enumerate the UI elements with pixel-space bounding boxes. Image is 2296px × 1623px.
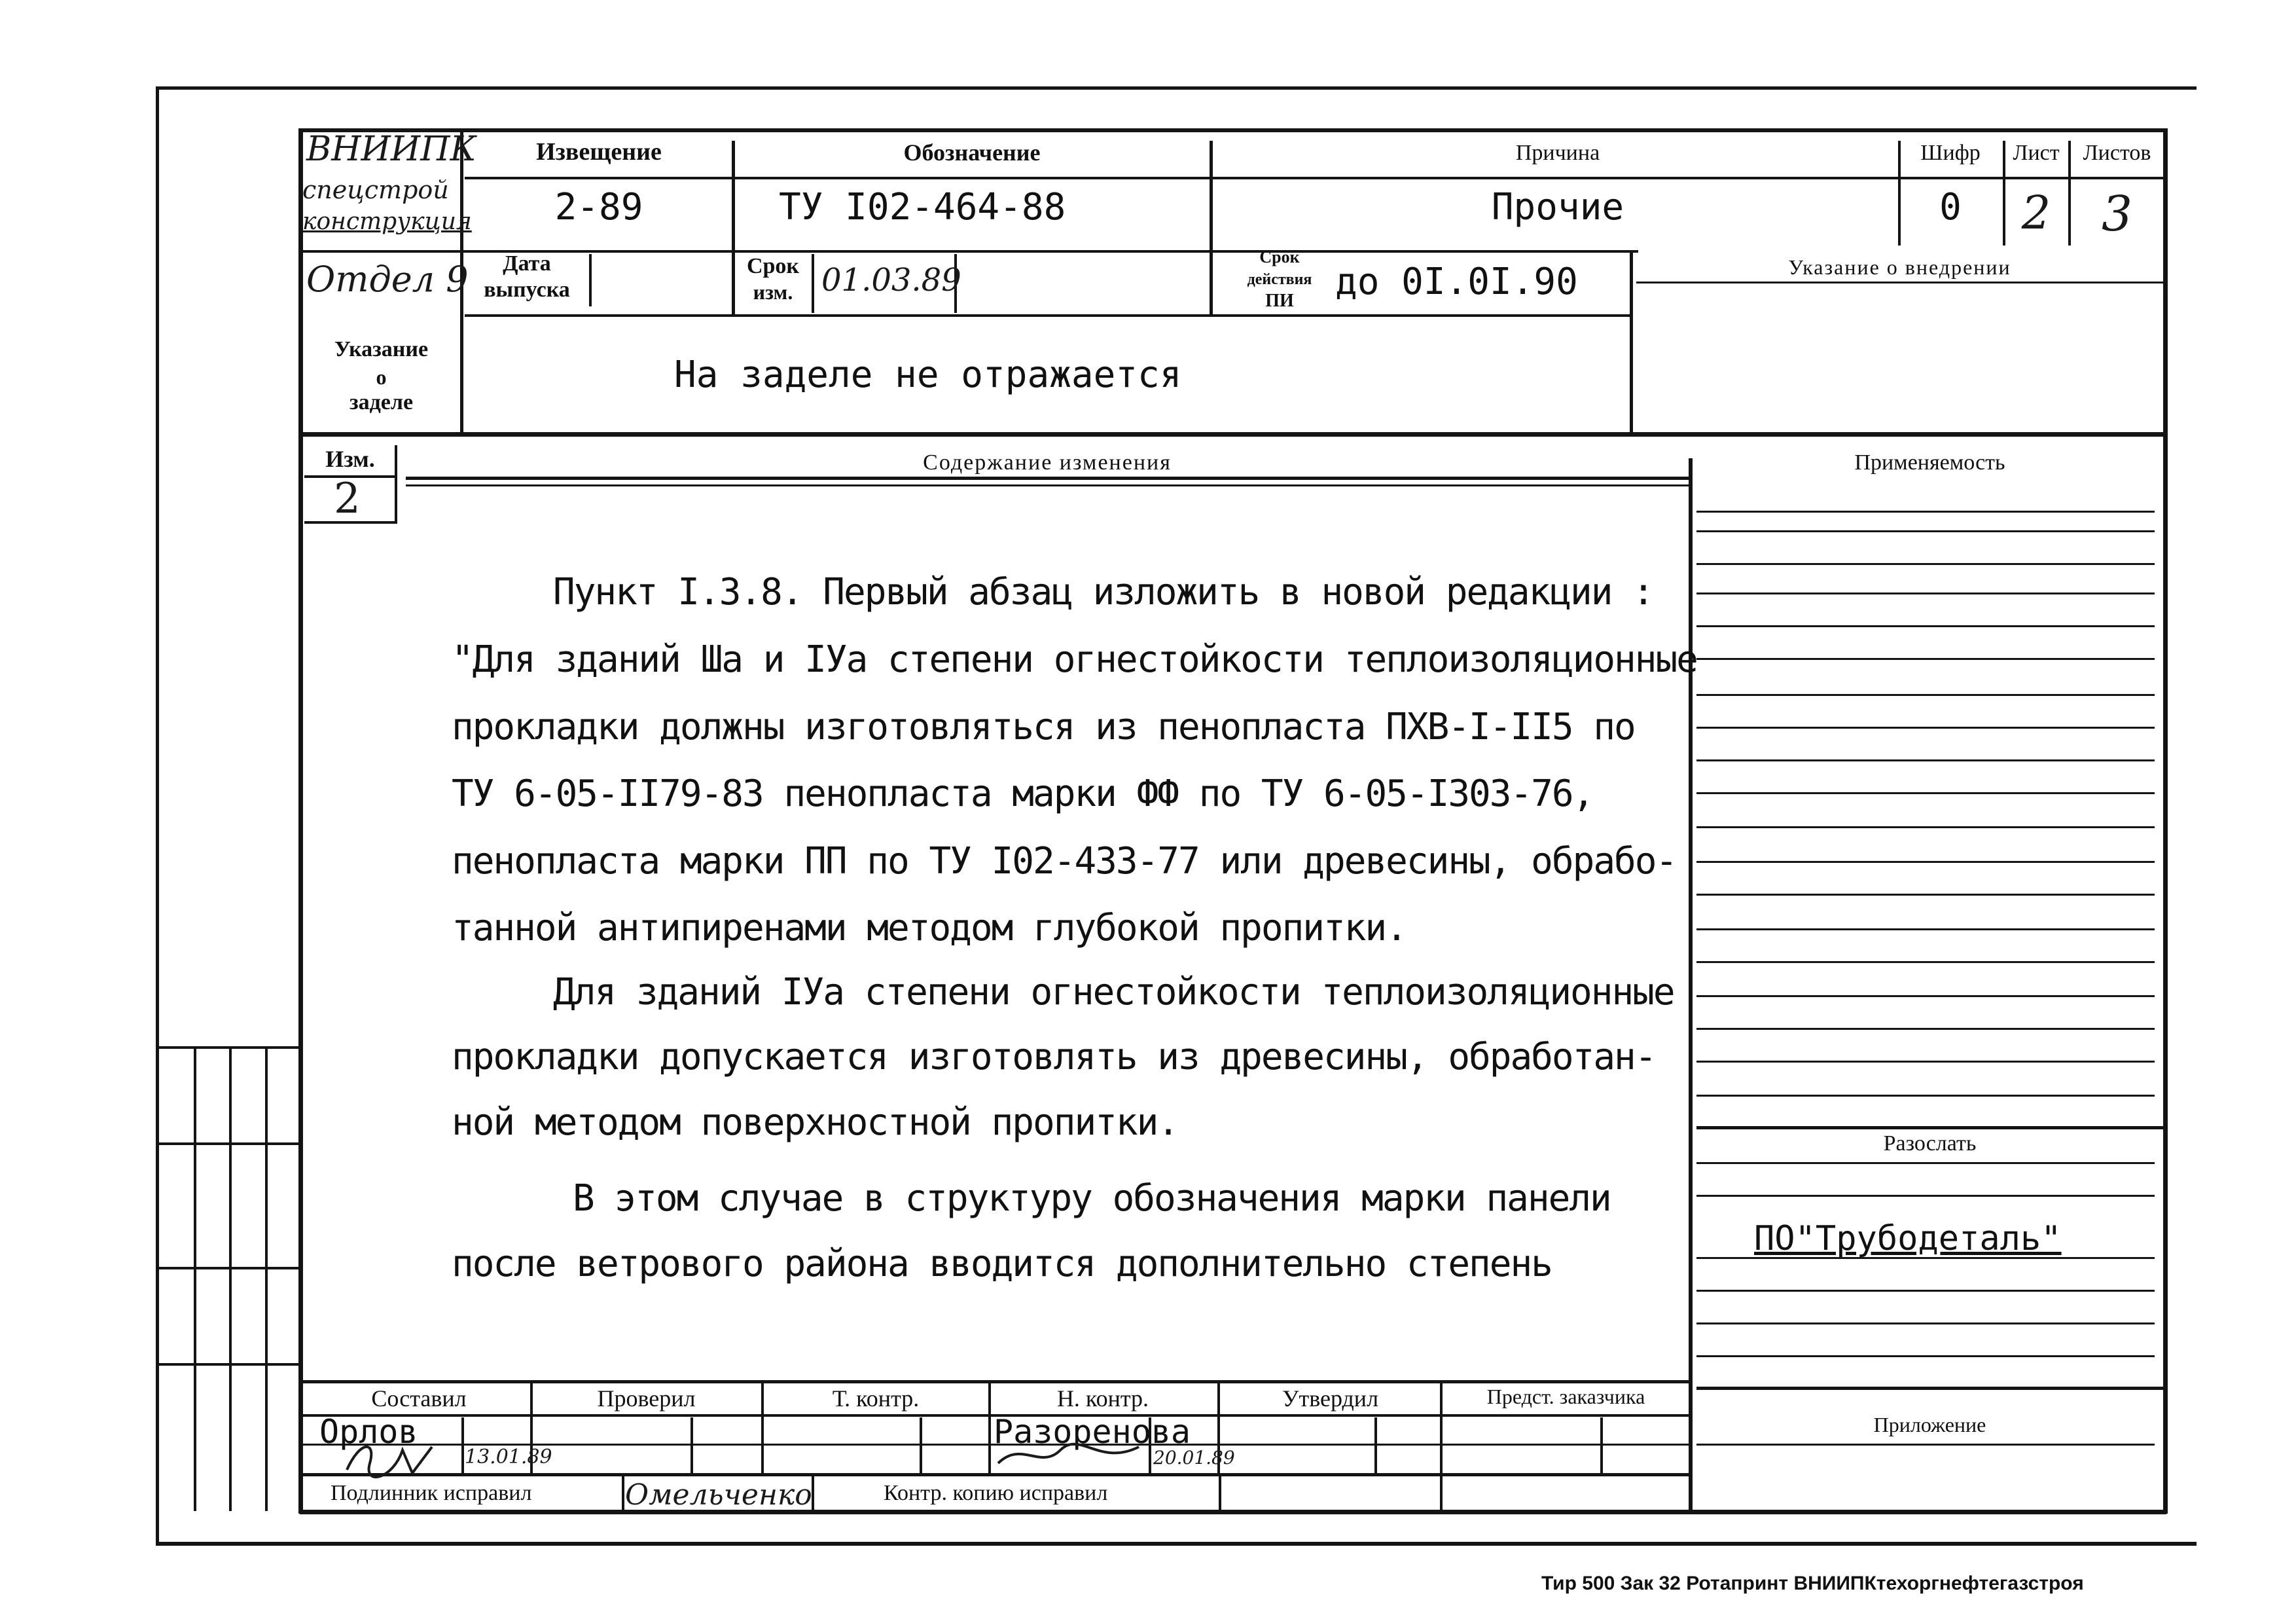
footer-predst: Предст. заказчика xyxy=(1486,1385,1645,1408)
right-panel-line xyxy=(1696,894,2155,896)
izv-label: Извещение xyxy=(536,138,662,166)
org-line-2: спецстрой xyxy=(302,175,449,204)
razoslat-value: ПО"Трубодеталь" xyxy=(1754,1219,2062,1258)
listov-value: 3 xyxy=(2101,186,2133,242)
right-panel-line xyxy=(1696,593,2155,594)
right-panel-line xyxy=(1696,995,2155,997)
right-panel-line xyxy=(1696,1028,2155,1030)
right-panel-line xyxy=(1696,694,2155,696)
footer-vline-short xyxy=(461,1417,464,1473)
sostavil-date: 13.01.89 xyxy=(465,1446,552,1468)
signature-sostavil xyxy=(340,1434,439,1483)
izm-label: Изм. xyxy=(325,446,375,472)
content-line: танной антипиренами методом глубокой пропитки. xyxy=(452,907,1407,949)
zadel-label-3: заделе xyxy=(349,390,414,414)
header-vline xyxy=(1898,141,1901,246)
right-panel-line xyxy=(1696,727,2155,729)
footer-proveril: Проверил xyxy=(597,1385,696,1412)
outer-frame-top xyxy=(156,86,2197,90)
right-panel-line xyxy=(1696,1444,2155,1446)
right-panel-line xyxy=(1696,861,2155,863)
footer-vline-short xyxy=(1600,1417,1603,1473)
razoslat-line xyxy=(1696,1126,2163,1129)
oboz-label: Обозначение xyxy=(903,139,1041,166)
srok-pi-value: до 0I.0I.90 xyxy=(1335,261,1578,303)
side-stub-vline xyxy=(265,1046,268,1511)
prichina-value: Прочие xyxy=(1491,186,1624,228)
oboz-value: ТУ I02-464-88 xyxy=(779,186,1066,228)
side-stub-line xyxy=(156,1046,300,1049)
podlinnik-label: Подлинник исправил xyxy=(331,1481,532,1505)
content-right-line xyxy=(1689,458,1693,1512)
podlinnik-name: Омельченко xyxy=(625,1478,812,1512)
srok-izm-label-2: изм. xyxy=(753,280,793,304)
form-frame-bottom xyxy=(300,1510,2166,1514)
vnedrenie-line xyxy=(1636,282,2163,283)
content-line: ТУ 6-05-II79-83 пенопласта марки ФФ по ТУ 6-05-I303-76, xyxy=(452,773,1594,815)
razoslat-label: Разослать xyxy=(1883,1131,1977,1156)
footer-utverdil: Утвердил xyxy=(1282,1385,1379,1412)
srok-pi-label-3: ПИ xyxy=(1265,291,1294,311)
side-stub-line xyxy=(156,1363,300,1366)
right-panel-line xyxy=(1696,1290,2155,1292)
content-line: Для зданий IУа степени огнестойкости теплоизоляционные xyxy=(553,971,1674,1013)
side-stub-line xyxy=(156,1142,300,1145)
header-vline xyxy=(1210,141,1213,314)
izm-box-right xyxy=(395,445,397,524)
form-frame-right xyxy=(2163,128,2168,1514)
srok-pi-label-1: Срок xyxy=(1259,247,1300,266)
izm-value: 2 xyxy=(334,475,361,523)
content-title-line-2 xyxy=(406,484,1689,486)
right-panel-line xyxy=(1696,1322,2155,1324)
sostavil-name: Орлов xyxy=(319,1413,418,1451)
zadel-label-1: Указание xyxy=(334,337,429,361)
srok-izm-label-1: Срок xyxy=(746,254,800,278)
content-line: "Для зданий Ша и IУа степени огнестойкости теплоизоляционные xyxy=(452,638,1697,681)
footer-n-kontr: Н. контр. xyxy=(1056,1385,1149,1412)
outer-frame-bottom xyxy=(156,1542,2197,1546)
right-panel-line xyxy=(1696,511,2155,513)
content-line: прокладки допускается изготовлять из древесины, обработан- xyxy=(452,1036,1656,1078)
zadel-row-bottom xyxy=(300,432,2166,437)
side-stub-line xyxy=(156,1267,300,1269)
footer-vline-short xyxy=(1374,1417,1377,1473)
footer-vline xyxy=(1440,1381,1443,1512)
content-title-line xyxy=(406,477,1689,480)
signature-n-kontr xyxy=(995,1437,1145,1476)
zadel-label-2: о xyxy=(376,365,387,389)
prichina-label: Причина xyxy=(1515,141,1600,165)
form-frame-left xyxy=(298,128,303,1514)
right-panel-line xyxy=(1696,658,2155,660)
n-kontr-name: Разоренова xyxy=(994,1413,1191,1451)
right-panel-line xyxy=(1696,1061,2155,1063)
right-panel-line xyxy=(1696,1162,2155,1164)
right-panel-line xyxy=(1696,1355,2155,1357)
footer-vline-bottom xyxy=(1219,1474,1221,1512)
data-label-2: выпуска xyxy=(484,278,570,302)
right-panel-line xyxy=(1696,961,2155,963)
header-row3-line xyxy=(465,314,1630,317)
content-line: В этом случае в структуру обозначения марки панели xyxy=(573,1177,1611,1220)
footer-vline xyxy=(761,1381,764,1473)
org-line-1: ВНИИПК xyxy=(306,130,476,169)
content-line: после ветрового района вводится дополнительно степень xyxy=(452,1243,1552,1285)
shifr-value: 0 xyxy=(1939,186,1962,228)
header-vline-short xyxy=(589,254,592,306)
header-vline xyxy=(1630,250,1633,433)
side-stub-vline xyxy=(194,1046,196,1511)
header-vline-short xyxy=(812,254,814,313)
right-panel-line xyxy=(1696,625,2155,627)
right-panel-line xyxy=(1696,563,2155,565)
zadel-value: На заделе не отражается xyxy=(674,354,1182,396)
primenyaemost-label: Применяемость xyxy=(1854,450,2005,475)
content-line: Пункт I.3.8. Первый абзац изложить в новой редакции : xyxy=(553,571,1653,613)
footer-vline-short xyxy=(920,1417,922,1473)
footer-sostavil: Составил xyxy=(371,1385,467,1412)
header-row-line xyxy=(465,177,2163,179)
prilozhenie-label: Приложение xyxy=(1873,1413,1986,1436)
list-value: 2 xyxy=(2021,186,2051,240)
right-panel-line xyxy=(1696,826,2155,828)
content-title: Содержание изменения xyxy=(923,450,1172,475)
footer-top-line xyxy=(302,1380,1691,1383)
org-dept: Отдел 9 xyxy=(306,259,469,300)
right-panel-line xyxy=(1696,1095,2155,1097)
org-line-3: конструкция xyxy=(302,208,472,235)
listov-label: Листов xyxy=(2083,141,2151,165)
prilozhenie-line xyxy=(1696,1387,2163,1390)
right-panel-line xyxy=(1696,759,2155,761)
footer-vline xyxy=(988,1381,991,1473)
content-line: прокладки должны изготовляться из пенопласта ПХВ-I-II5 по xyxy=(452,706,1635,748)
data-label-1: Дата xyxy=(503,251,551,276)
footer-vline-bottom xyxy=(622,1474,624,1512)
srok-pi-label-2: действия xyxy=(1247,271,1312,288)
right-panel-line xyxy=(1696,1195,2155,1197)
content-line: пенопласта марки ПП по ТУ I02-433-77 или древесины, обрабо- xyxy=(452,840,1677,883)
n-kontr-date: 20.01.89 xyxy=(1153,1447,1235,1468)
srok-izm-value: 01.03.89 xyxy=(821,262,961,299)
vnedrenie-label: Указание о внедрении xyxy=(1788,255,2011,279)
right-panel-line xyxy=(1696,928,2155,930)
footer-t-kontr: Т. контр. xyxy=(832,1385,920,1412)
footer-vline-short xyxy=(691,1417,693,1473)
right-panel-line xyxy=(1696,792,2155,794)
shifr-label: Шифр xyxy=(1920,141,1981,165)
list-label: Лист xyxy=(2013,141,2060,165)
side-stub-vline xyxy=(229,1046,232,1511)
kopiyu-label: Контр. копию исправил xyxy=(884,1481,1108,1505)
right-panel-line xyxy=(1696,530,2155,532)
imprint-text: Тир 500 Зак 32 Ротапринт ВНИИПКтехоргнефтегазстроя xyxy=(1541,1573,2084,1594)
form-frame-top xyxy=(300,128,2166,132)
outer-frame-left xyxy=(156,86,159,1545)
izv-value: 2-89 xyxy=(554,186,643,228)
content-line: ной методом поверхностной пропитки. xyxy=(452,1101,1179,1144)
